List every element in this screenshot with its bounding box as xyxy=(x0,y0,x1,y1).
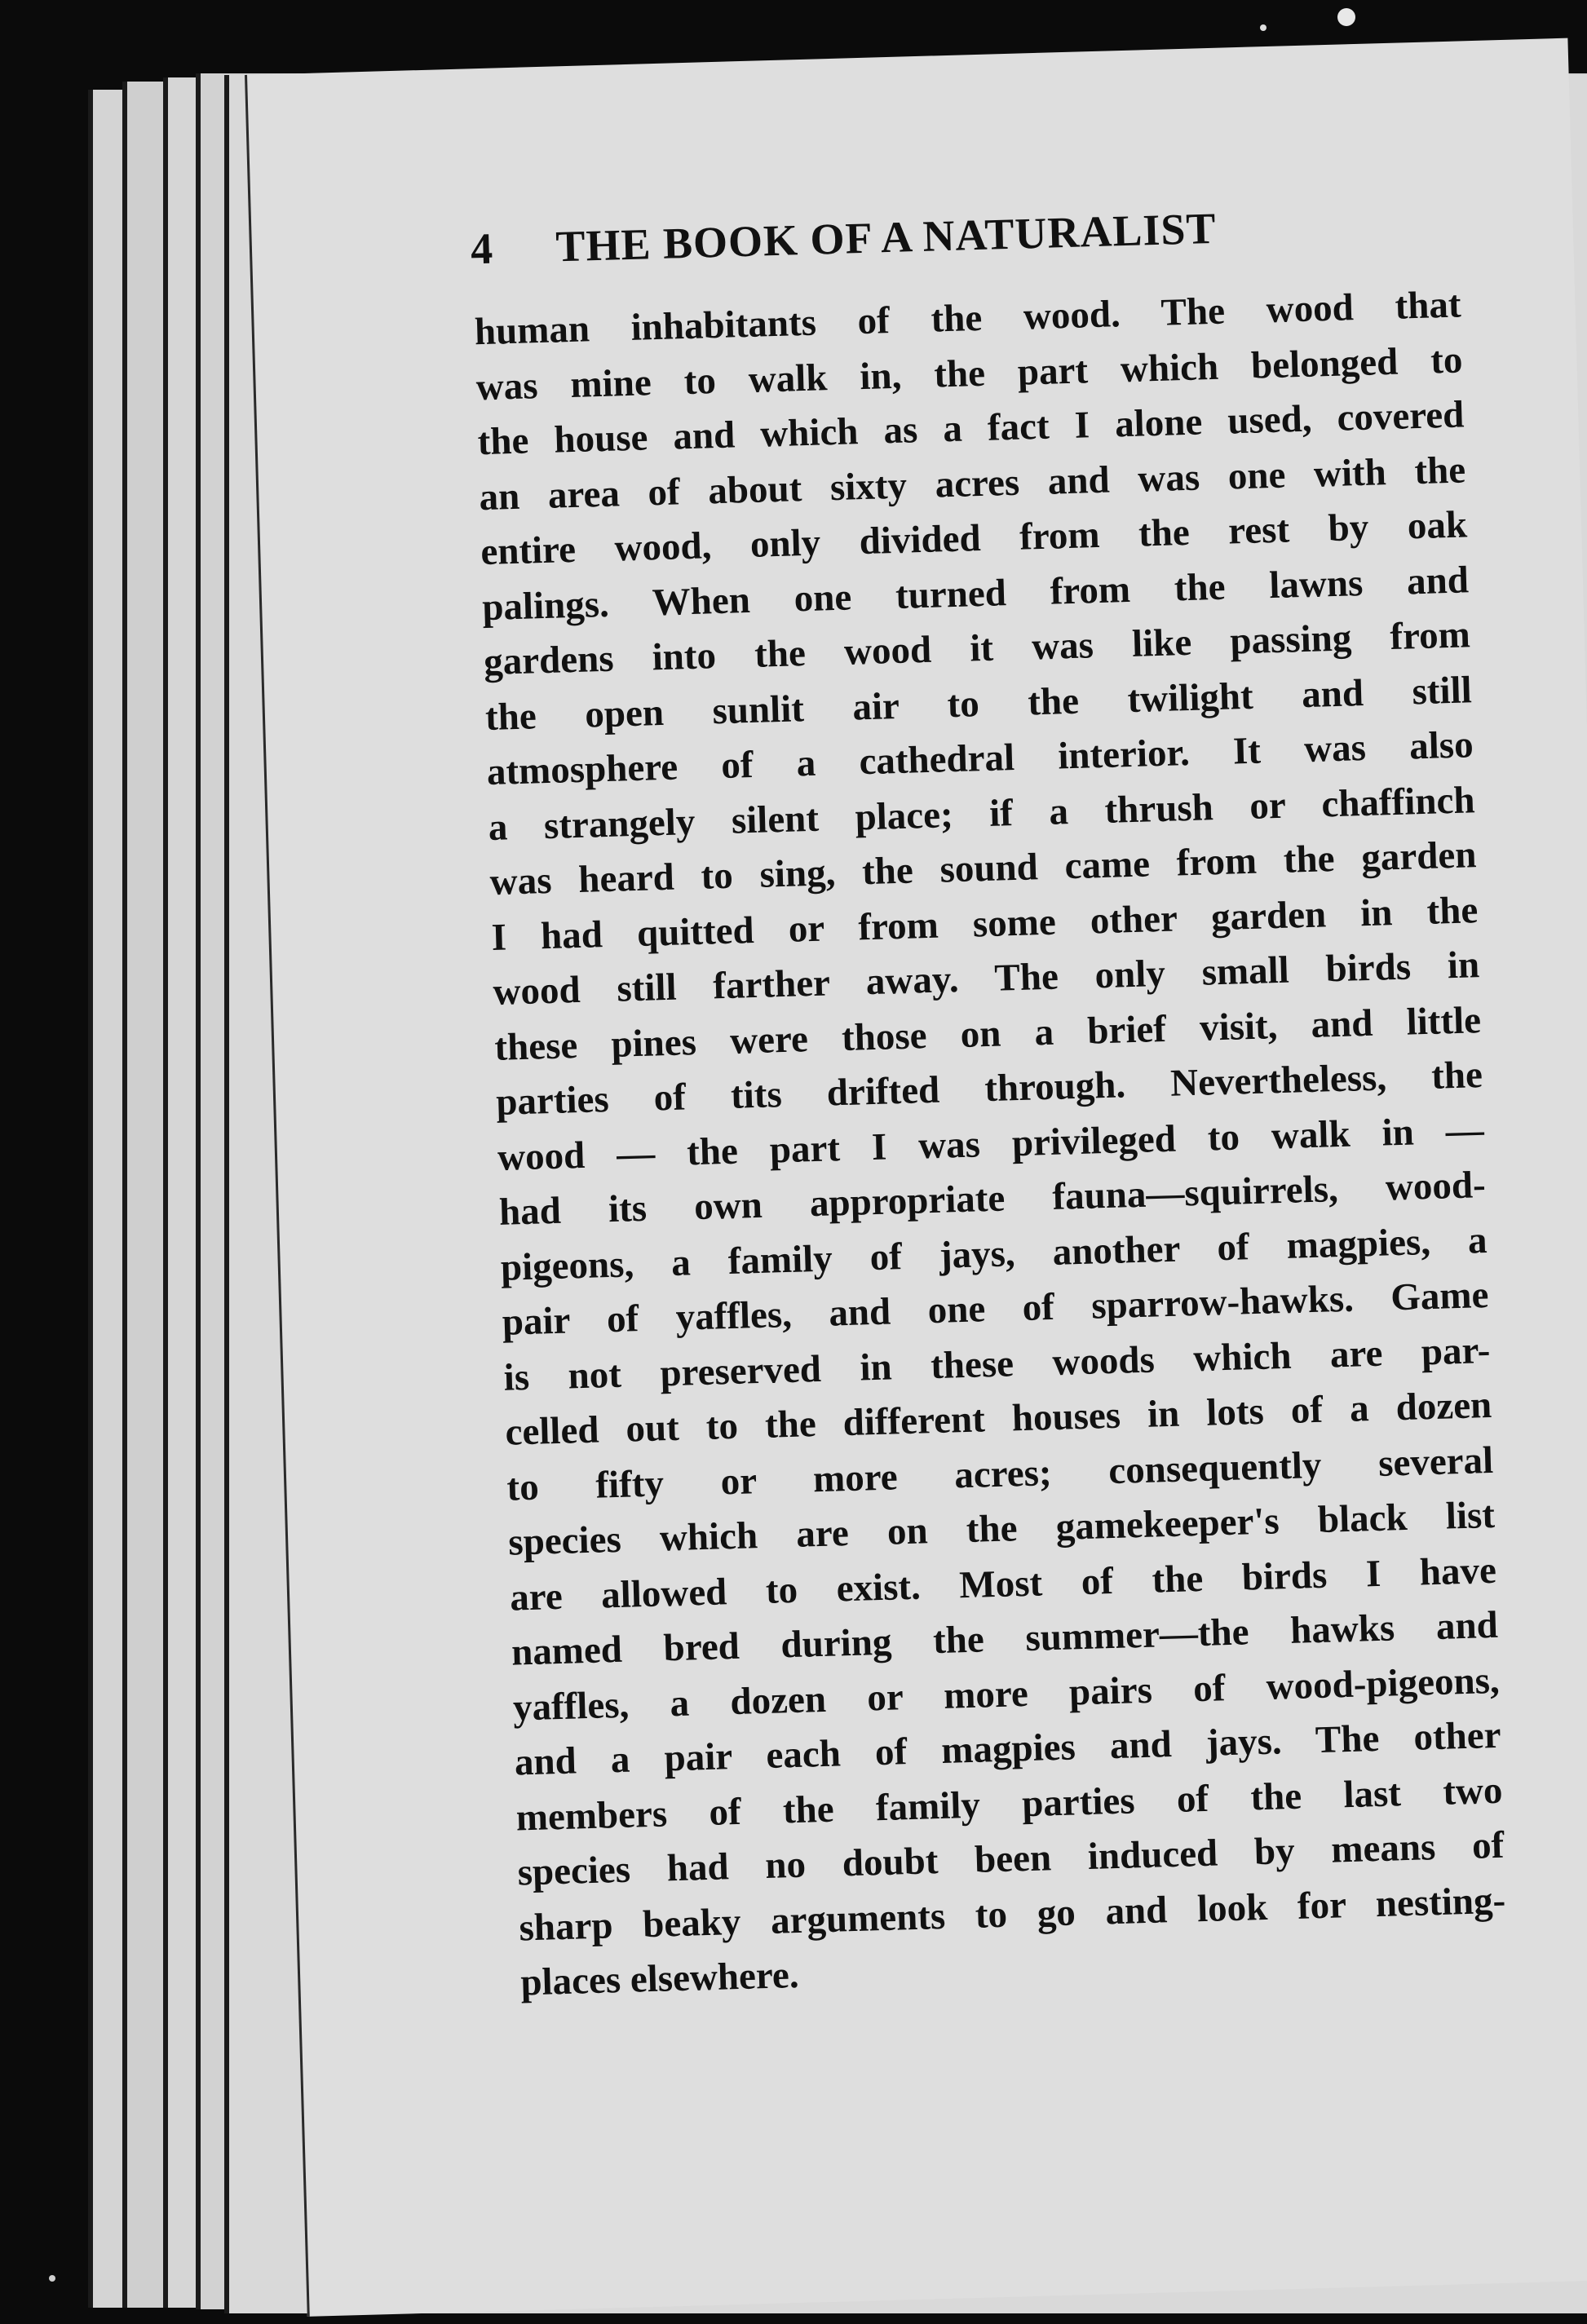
text-line: named bred during the summer—the hawks and xyxy=(511,1603,1499,1674)
body-text xyxy=(474,277,1508,2010)
text-line: had its own appropriate fauna—squirrels, wood- xyxy=(498,1164,1487,1234)
text-line: the open sunlit air to the twilight and still xyxy=(484,668,1473,739)
text-line: species which are on the gamekeeper's black list xyxy=(507,1493,1496,1564)
book-page xyxy=(245,38,1587,2317)
dust-speck xyxy=(1337,8,1355,26)
text-line: pigeons, a family of jays, another of magpies, a xyxy=(500,1218,1488,1289)
text-line: gardens into the wood it was like passing from xyxy=(483,613,1471,684)
text-line: I had quitted or from some other garden in the xyxy=(490,888,1479,959)
text-line: palings. When one turned from the lawns and xyxy=(481,558,1470,629)
text-line: these pines were those on a brief visit, and little xyxy=(493,998,1482,1069)
text-line: the house and which as a fact I alone used, covered xyxy=(476,393,1465,464)
page-header xyxy=(470,193,1555,274)
text-line: wood — the part I was privileged to walk in — xyxy=(497,1108,1485,1179)
text-line: sharp beaky arguments to go and look for nesting- xyxy=(518,1879,1506,1949)
text-line: a strangely silent place; if a thrush or chaffinch xyxy=(488,778,1476,849)
text-line: celled out to the different houses in lots of a dozen xyxy=(504,1383,1492,1454)
dust-speck xyxy=(49,2275,55,2282)
running-head: THE BOOK OF A NATURALIST xyxy=(555,203,1218,272)
text-line: are allowed to exist. Most of the birds I have xyxy=(509,1549,1497,1619)
text-line: to fifty or more acres; consequently several xyxy=(506,1438,1494,1509)
text-line: places elsewhere. xyxy=(519,1953,800,2004)
text-line: atmosphere of a cathedral interior. It was also xyxy=(486,723,1474,794)
text-line: was heard to sing, the sound came from the garden xyxy=(489,833,1478,904)
text-line: entire wood, only divided from the rest by oak xyxy=(480,503,1468,574)
text-line: pair of yaffles, and one of sparrow-hawks. Game xyxy=(502,1274,1490,1344)
text-line: an area of about sixty acres and was one with the xyxy=(478,448,1466,519)
text-line: parties of tits drifted through. Nevertheless, the xyxy=(495,1054,1483,1124)
text-line: was mine to walk in, the part which belonged to xyxy=(475,338,1464,409)
dust-speck xyxy=(1260,24,1267,31)
text-line: wood still farther away. The only small birds in xyxy=(492,943,1480,1014)
text-line: and a pair each of magpies and jays. The other xyxy=(514,1713,1502,1784)
page-number: 4 xyxy=(470,223,494,274)
text-line: species had no doubt been induced by means of xyxy=(516,1823,1505,1894)
text-line: is not preserved in these woods which are par- xyxy=(502,1328,1491,1399)
text-line: members of the family parties of the last two xyxy=(515,1769,1504,1840)
text-line: yaffles, a dozen or more pairs of wood-pigeons, xyxy=(512,1659,1501,1730)
text-line: human inhabitants of the wood. The wood that xyxy=(474,283,1462,354)
